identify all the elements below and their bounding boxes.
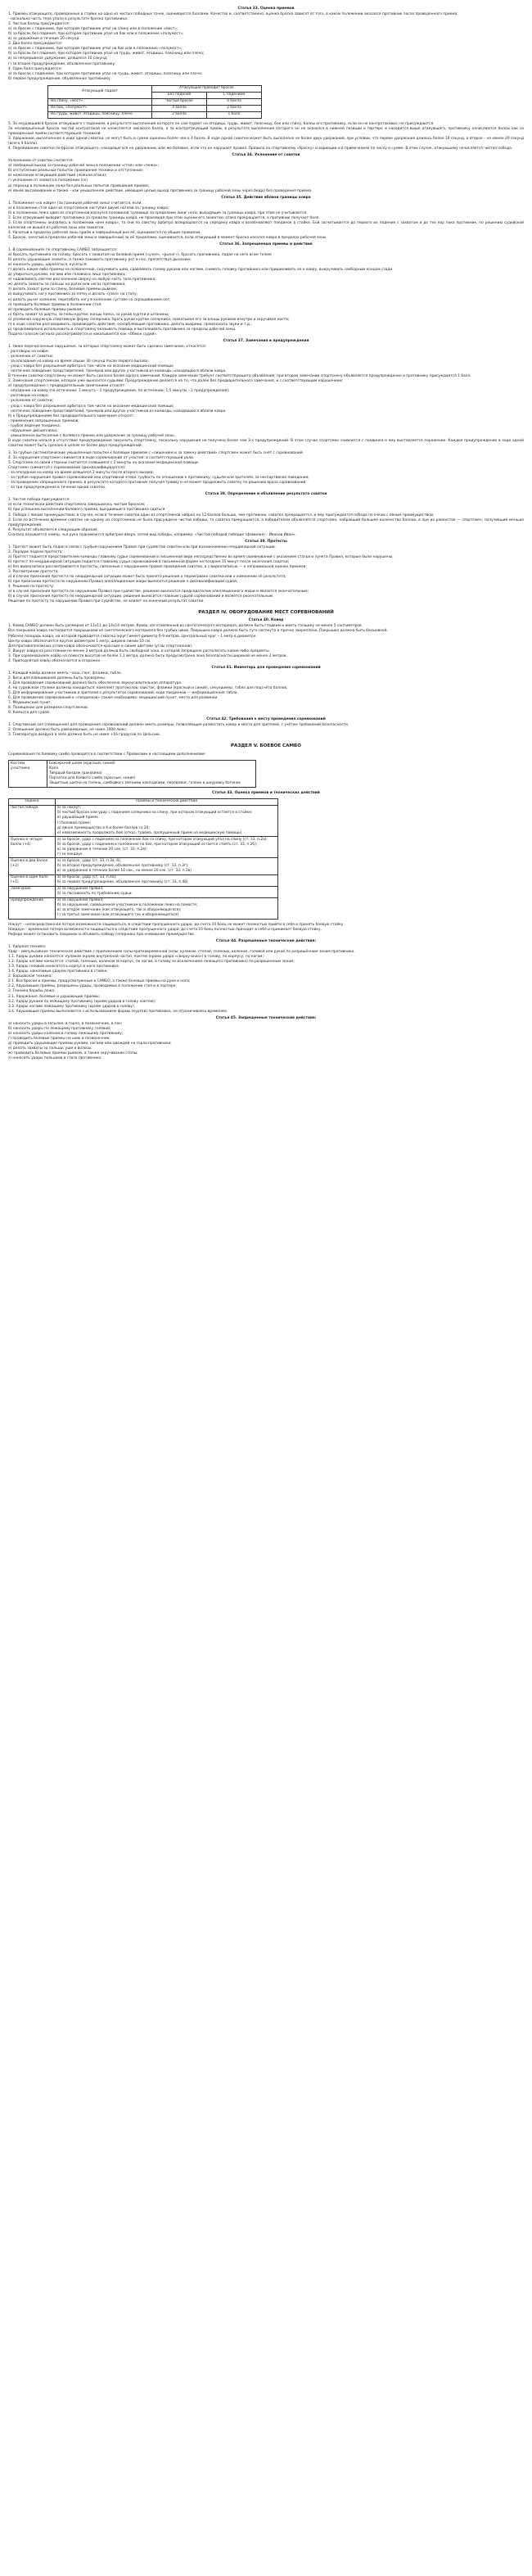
paragraph: 1. Спортивный зал (помещение) для проведения соревнований должен иметь размеры, позволяющие разместить ковер и места для зрителей, с учётом требований безопасности. (8, 723, 349, 728)
paragraph: м) проводить болевые приемы рывком; (8, 307, 83, 312)
paragraph: Рефери может остановить поединок и объявить победу соперника при очевидном преимуществе. (8, 932, 196, 937)
list-item: б) за первое предупреждение, объявленное противнику (ст. 33, п.4б) (57, 880, 188, 885)
table-header-cell: С падением (207, 92, 262, 98)
paragraph: а) в случае признания протеста по нарушению Правил при судействе, решение выносится председателем апелляционного жюри и является окончательным; (8, 590, 309, 594)
paragraph: б) при признании протеста по нарушению Правил апелляционным жюри выносится решение о дисквалификации судей; (8, 580, 238, 585)
article-heading: Статья 39. Протесты (245, 539, 287, 544)
list-item: Твердый бандаж (раковина) (49, 771, 102, 775)
paragraph: 3. Для проведения соревнований должна быть обеспечена звукоусилительная аппаратура. (8, 680, 183, 685)
paragraph: а) в положении стоя один из спортсменов наступил двумя ногами за границу ковра; (8, 206, 169, 210)
paragraph: - применение запрещенных приемов; (8, 418, 79, 423)
paragraph: б) протест по неординарной ситуации подается главному судье соревнований в письменной форме не позднее 15 минут после окончания схватки; (8, 559, 290, 564)
paragraph: Соревнования по боевому самбо проводятся в соответствии с Правилами и настоящими дополнениями: (8, 752, 206, 757)
list-item: в) за второе замечание (как атакующего, так и обороняющегося); (57, 908, 182, 913)
paragraph: в) за непрерывное удержание, длящееся 10 секунд; (8, 56, 108, 61)
paragraph: 2. Вокруг ковра на расстоянии не менее 2 метров должна быть свободная зона, в которой запрещено располагать какие-либо предметы. (8, 649, 270, 653)
article-heading: Статья 35. Действие вблизи границы ковра (221, 195, 311, 200)
paragraph: 2.2. Удушающие приёмы, разрешены удары, проводимые в положении стоя и в партере; (8, 984, 177, 989)
paragraph: 9. Комната для судей. (8, 711, 51, 716)
paragraph: - за опоздание на ковер на время свыше 30 секунд после первого вызова; (8, 359, 149, 364)
paragraph: 3. Если спортсмены оказались в положении «вне ковра», то они по свистку арбитра возвращаются на середину ковра и возобновляют поединок в стойке. Бой засчитывается до первого их падения с захватом и до тех пор пока противник, по решению судейской коллегии не вышел из рабочей зоны или захватов. (8, 220, 524, 230)
paragraph: 3. За грубые систематические умышленные попытки к болевым приемам с «лишением и за замену действий» спортсмен может быть снят с соревнований. (8, 450, 304, 455)
paragraph: 4. За нарушения спортсмен снимается в ходе соревнований от участия: в соответствующей роли. (8, 455, 195, 460)
table-header-cell: Атакующий проводит бросок (152, 85, 262, 92)
paragraph: Решение по протесту по нарушению Правил при судействе, не влияет на конечный результат схватки. (8, 599, 205, 604)
article-heading: Статья 40. Ковер (248, 618, 284, 623)
paragraph: 2. Чистые баллы присуждаются: (8, 22, 70, 27)
paragraph: - за грубое нарушение правил соревнований или спортивной этики, грубость по отношению к противнику, судьям или зрителям, за неспортивное поведение; (8, 476, 309, 481)
article-heading: Статья 44. Разрешенные технические действия: (215, 939, 317, 944)
table-cell (56, 837, 278, 858)
paragraph: Центр ковра обозначается кругом диаметром 1 метр, ширина линии 10 см. (8, 639, 151, 644)
paragraph: а) предупреждение с предварительным замечанием относят: (8, 384, 126, 389)
paragraph: Рабочая площадь ковра, на которой проводится схватка (круг) имеет диаметр 6-9 метров. Центральный круг – 1 метр в диаметре. (8, 634, 257, 639)
list-item: а) за нарушение правил; (57, 898, 104, 903)
paragraph: е) явное выталкивание и также – как умышленное действие, имеющее целью выход противника за границу рабочей зоны через бедро без проведения приема. (8, 188, 313, 193)
paragraph: 1. Чистая победа присуждается: (8, 498, 70, 503)
paragraph: г) делать какие-либо приемы на позвоночник, скручивать шею, сдавливать голову руками или ногами, снимать головку противника или придавливать ее к ковру, выкручивать свободным концом сзади (8, 268, 393, 273)
paragraph: 4. Приподнятый ковёр обозначается и огорожен. (8, 658, 101, 663)
paragraph: - нарушение дисциплины; (8, 428, 58, 433)
list-item: в) за удержание в течение 20 сек. (ст. 33, п.2в); (57, 847, 147, 852)
paragraph: Для противоположных углов ковра обозначаются красным и синим цветами (углы спортсменов). (8, 644, 193, 649)
table-cell (47, 760, 256, 787)
paragraph: п) в ходе схватки разговаривать, производить действия, оскорбляющие противника, делать выкрики, произносить звуки и т.д.; (8, 322, 252, 327)
paragraph: в) наносить удары коленом в голову лежащему противнику; (8, 1031, 124, 1036)
paragraph: 3. Техника борьбы лежа: (8, 989, 56, 994)
paragraph: а) за бросок с падением, при котором противник упал на бок или в положение «полумост»; (8, 47, 183, 52)
paragraph: о) упоминая наружную спортивную форму соперника; брать рукав куртки соперника, захватывая его за концы рукавов изнутри и скручивая кисти; (8, 317, 290, 322)
table-cell: 4 балла (152, 105, 207, 111)
table-cell: Предупреждение (9, 897, 56, 919)
paragraph: к) делать рычаг коленом; перегибать ногу в коленном суставе со скрещиванием ног; (8, 297, 171, 302)
paragraph: 2. Если атакующий выводит противника за пределы границы ковра, не производя при этом оценки его захватом, атака прекращается, а противник получает балл. (8, 215, 320, 220)
paragraph: г) уклонение от захвата в положении (се) (8, 179, 88, 183)
section-heading: РАЗДЕЛ IV. ОБОРУДОВАНИЕ МЕСТ СОРЕВНОВАНИЙ (198, 610, 334, 616)
paragraph: 3. При соревнованиях ковёр на помосте высотой не более 1,1 метра, должна быть предусмотрена зона безопасности шириной не менее 2 метров. (8, 653, 287, 658)
paragraph: 2. Победа с явным преимуществом: в случае, если в течение схватки один из спортсменов набрал на 12 баллов больше, чем противник, схватка прекращается, и ему присуждается победа по очкам с явным преимуществом. (8, 513, 435, 517)
table-cell: Костюм участника (9, 760, 47, 787)
paragraph: - за три предупреждения в течение одной схватки. (8, 486, 106, 490)
paragraph: Удар – импульсивное техническое действие с приложением силы кратковременной силы: кулаком, стопой, голенью, коленом, головой или рукой по разрешённым зонам противника. (8, 950, 355, 955)
paragraph: а) в случае признания протеста по неординарной ситуации может быть принято решение о переигровке схватки или о изменении её результата; (8, 575, 286, 580)
paragraph: 2. Порядок подачи протеста: (8, 549, 63, 554)
paragraph: 4. Переживание схватки по бросок атакующего, находящегося на удержании, или же болевое, если это не нарушает правил. Правила по спортивному «броску» и вариации и в примечаниях по числу и сумме. В этом случае, атакующему начисляется чистая победа. (8, 147, 513, 151)
table-cell: 2 балла (152, 111, 207, 118)
paragraph: е) делать захваты за пальцы, уши и волосы; (8, 1046, 92, 1051)
table-cell: На спину, «мост» (48, 98, 152, 105)
paragraph: - насколько часть тела упала в результате броска противника. (8, 17, 128, 22)
paragraph: 5. Для информирования участников и зрителей о результатах соревнований, ходе поединков — информационное табло. (8, 691, 238, 696)
paragraph: - уклонение от схватки; (8, 399, 53, 404)
paragraph: 1. Ковер САМБО должен быть размером от 11x11 до 14x14 метров. Ковер, изготовленный из синтетического материала, должен быть гладким и иметь толщину не менее 5 сантиметров. (8, 624, 363, 629)
paragraph: - разговоры на ковре; (8, 350, 50, 354)
paragraph: - неэтичное поведение представителей, тренеров или других участников из команды, находящихся вблизи ковра. (8, 369, 227, 374)
paragraph: - умышленное вытеснение с болевого приема или удержание за границу рабочей зоны. (8, 433, 175, 438)
table-cell: 2 балла (207, 105, 262, 111)
paragraph: з) наносить удары пальцами в глаза противника. (8, 1056, 102, 1061)
list-item: Защитные щитки на голень, самбовки с мягкими накладками, перевязки, голени и шнуровку ботинок (49, 780, 241, 785)
paragraph: 1.2. Удары ногами наносятся: стопой, голенью, коленом (в корпус, по ногам, в голову за исключением лежащего противника) по разрешенным зонам; (8, 960, 295, 965)
paragraph: - уход с ковра без разрешения арбитра в том числе на оказание медицинской помощи; (8, 364, 174, 369)
table-row (48, 105, 262, 111)
table-row (9, 897, 278, 919)
table-cell (56, 897, 278, 919)
table-cell: На грудь, живот, ягодицы, поясницу, плечо (48, 111, 152, 118)
table-row (9, 874, 278, 886)
table-row (48, 111, 262, 118)
paragraph: 7. Медицинский пункт. (8, 701, 52, 706)
paragraph: 4. Решение по протесту: (8, 585, 55, 590)
article-heading: Статья 33. Оценка приемов (237, 7, 295, 11)
article-heading: Статья 38. Определение и объявление результата схватки (205, 492, 327, 497)
table-cell: Замечание (9, 886, 56, 897)
list-item: г) болевой прием; (57, 820, 91, 825)
paragraph: а) за бросок с падением, при котором противник упал на грудь, живот, ягодицы, поясницу или плечо; (8, 71, 203, 76)
paragraph: ж) делать захваты за пальцы на руках или ногах противника; (8, 282, 126, 287)
list-item: б) чистый бросок или удар с падением соперника на спину, при котором атакующий остается в стойке; (57, 811, 253, 816)
paragraph: Подача голосом сигнала рассматривается и наказывается как «Обман судей». (8, 332, 158, 337)
paragraph: б) первое предупреждение, объявленное противнику. (8, 76, 111, 81)
paragraph: б) за бросок без падения, при котором противник упал на бок или в положение «полумост»; (8, 32, 184, 37)
list-item: б) за бросок, удар с падением в положение на бок, при котором атакующий остается стоять (ст. 33, п.2б); (57, 842, 258, 847)
table-cell (56, 874, 278, 886)
paragraph: б) к Предупреждениям без предварительного замечания относят: (8, 414, 134, 418)
table-cell (56, 858, 278, 874)
paragraph: За незавершённый бросок чистой контратакой не начисляется никакого балла, а за контратакующий прием, в результате выполнения которого он не оказался в нижней позиции в партере и находится выше атакующего, противнику начисляются баллы как за проведенный прием соответствующей техникой. (8, 126, 524, 137)
paragraph: в) без видеозаписи рассматриваются протесты, связанные с нарушением правил проведения схватки, а с видеозаписью — о неправильной оценке приемов. (8, 564, 307, 569)
paragraph: 2. Борцовская техника: (8, 974, 52, 979)
paragraph: г) проводить болевые приемы на шею и позвоночник; (8, 1036, 110, 1041)
list-item: Капа (49, 766, 59, 771)
paragraph: б) наносить удары по лежащему противнику головой; (8, 1026, 111, 1031)
paragraph: г) за второе предупреждение, объявленное противнику. (8, 61, 116, 66)
scoring-table (8, 798, 278, 920)
paragraph: ж) проводить болевые приемы рывком, а также скручивание стопы; (8, 1051, 138, 1056)
paragraph: б) отступление реальных попыток проведения техники и отступление; (8, 169, 144, 174)
paragraph: в) наносить удары, царапаться, кусаться; (8, 263, 88, 268)
document-body (8, 5, 524, 1061)
paragraph: а) за бросок с падением, при котором противник упал на спину или в положение «мост»; (8, 27, 178, 32)
table-row (9, 798, 278, 805)
list-item: г) за нокдаун (57, 852, 83, 856)
paragraph: 5. Бросок, начатый в пределах рабочей зоны и завершённый за её пределами, оценивается, если атакующий в момент броска касался ковра в пределах рабочей зоны. (8, 235, 327, 240)
paragraph: б) в положении лежа один из спортсменов коснулся половиной туловища за пределами лини; ноги, выходящие за границы ковра, при этом не учитываются. (8, 210, 308, 215)
paragraph: 3.3. Удары ногами лежащему противнику (кроме ударов в голову). (8, 1004, 136, 1009)
paragraph: б) в случае признания протеста по неординарной ситуации, решение выносится главным судьей соревнований и является окончательным. (8, 594, 274, 599)
paragraph: 3.4. Удушающие приемы выполняются с использованием формы (куртки) противника, не ограничиваясь временем. (8, 1009, 228, 1014)
paragraph: 6. Для проведения соревнований в «поединков» также необходимо: медицинский пункт, место для разминки. (8, 696, 219, 701)
paragraph: 2. Весы для взвешивания должны быть проверены. (8, 676, 106, 680)
attack-score-table (47, 85, 262, 119)
article-heading: Статья 43. Оценка приемов и технических действий (212, 790, 320, 795)
paragraph: 1.4. Удары, наносимые ударом противника в стойке; (8, 969, 108, 974)
paragraph: 1.3. Удары головой наносятся в корпус и ноги противника. (8, 965, 120, 969)
paragraph: 1. Каждый ковёр должен иметь: часы, гонг, флажки, табло. (8, 671, 123, 676)
paragraph: б) при успешном выполнении болевого приема, вынудившего противника сдаться. (8, 508, 166, 513)
paragraph: 8. Помещение для разминки спортсменов. (8, 706, 89, 711)
paragraph: а) если технически действие спортсмена завершилось чистым броском; (8, 503, 146, 508)
paragraph: 4. Начатый в пределах рабочей зоны приём и завершённый вне её, оценивается по общим правилам. (8, 230, 201, 235)
list-item: а) за бросок, удар (ст. 33, п.3а, б); (57, 858, 122, 863)
paragraph: 3.2. Удары руками по лежащему противнику (кроме ударов в голову локтем); (8, 999, 156, 1004)
paragraph: 2.1. Все броски и приемы, предусмотренные в САМБО, а также болевые приемы на руки и ноги; (8, 979, 191, 984)
paragraph: 1. Положение «на ковре» (за границей рабочей зоны) считается, если: (8, 201, 142, 206)
list-item: г) за третье замечание (как атакующего так и обороняющегося) (57, 913, 179, 918)
paragraph: б) за бросок без падения, при котором противник упал на грудь, живот, ягодицы, поясницу или плечо; (8, 52, 205, 56)
table-header-cell: Атакующий падает (48, 85, 152, 98)
list-item: а) за бросок, удар с падением на положение бок со спину, при котором атакующий упал на спину (ст. 33, п.2а); (57, 837, 268, 842)
table-cell (56, 805, 278, 836)
list-item: е) невозможность продолжать бой (отказ, травма, пропущенный прием на медицинскую помощь) (57, 830, 242, 835)
paragraph: а) бросать противника на голову, бросать с захватом на болевой прием («узел», «рычаг»), бросать противника, падая на него всем телом; (8, 253, 273, 258)
paragraph: 2. Освещение должно быть равномерным, не ниже 1000 люкс. (8, 728, 128, 733)
paragraph: Спортсмен снимается с соревнований (дисквалифицируется): (8, 466, 126, 471)
table-header-cell: Без падения (152, 92, 207, 98)
paragraph: 5. Спортсмен со своей стороны считается снявшимся с 2 минуты на оказание медицинской помощи. (8, 461, 200, 466)
paragraph: - за опоздание на ковер на время длящееся 2 минуты после второго вызова; (8, 471, 154, 476)
paragraph: - уклонение от схватки; (8, 355, 53, 359)
list-item: д) явное преимущество в 6 и более баллов со 20; (57, 825, 150, 830)
paragraph: Сначала называется номер, чья рука поднимается арбитром вверх, затем вид победы, например: «Чистой победой победил (фамилия) – Иванов Иван». (8, 532, 296, 537)
table-row (9, 760, 256, 787)
paragraph: 3. Рассмотрение протеста: (8, 570, 59, 575)
table-cell: Оценка в два балла (+2) (9, 858, 56, 874)
paragraph: Все покрышки ковра застилаются покрышками из синтетического материала без грубых швов. Покрышка ковра должна быть туго натянута и прочно закреплена. Покрышка должна быть бесшовной. (8, 629, 388, 634)
table-header-cell: Оценка (9, 798, 56, 805)
table-row (9, 805, 278, 836)
section-heading: РАЗДЕЛ V. БОЕВОЕ САМБО (230, 743, 302, 749)
paragraph: Нокдаун – временная потеря возможности защищаться в следствии пропущенного удара, до счета 10 боец полностью приходит в себя и принимает боевую стойку. (8, 927, 322, 932)
article-heading: Статья 36. Запрещенные приемы и действия (219, 242, 313, 247)
paragraph: 1. Ударная техника: (8, 945, 47, 950)
table-cell: Чистая победа (9, 805, 56, 836)
paragraph: - опоздание на ковер (по истечении: 1 минута – 1 предупреждение, по истечении: 1,5 минуты – 2 предупреждения); (8, 389, 230, 394)
paragraph: р) преднамеренно использовать и спортсмену оказывать помощь и выталкивать противника за пределы рабочей зоны. (8, 327, 237, 332)
article-heading: Статья 34. Уклонение от схватки (232, 153, 300, 158)
paragraph: а) наносить удары в затылок, в горло, в позвоночник, в пах; (8, 1021, 123, 1026)
article-heading: Статья 45. Запрещенные технические действия: (215, 1015, 317, 1020)
paragraph: а) свободный выход за границу рабочей зоны в положении «стоя» или «лежа»; (8, 164, 160, 169)
paragraph: д) переход в положение лежа без реальных попыток проведения приема; (8, 183, 150, 188)
paragraph: а) Протест подается представителем команды главному судье соревнований в письменной виде непосредственно во время соревнований с указанием статьи и пункта Правил, которые были нарушены; (8, 554, 394, 559)
paragraph: б) делать удушающие захваты, а также зажимать противнику рот и нос, препятствуя дыханию; (8, 258, 192, 263)
paragraph: - грубое ведение поединка; (8, 423, 61, 428)
list-item: в) за удержание в течение более 10 сек., но менее 20 сек. (ст. 33, п.3в) (57, 868, 192, 873)
paragraph: 5. За неудавшийся бросок атакующего с падением, в результате выполнения которого он сам падает на ягодицы, грудь, живот, поясницу, бок или спину, баллы его противнику, если он не контратаковал, не присуждаются. (8, 121, 435, 126)
article-heading: Статья 41. Инвентарь для проведения соревнований (211, 665, 321, 670)
paragraph: д) упираться руками, ногами или головой в лицо противника; (8, 273, 126, 278)
paragraph: л) проводить болевые приемы в положении стоя; (8, 302, 102, 307)
paragraph: Нокаут – непосредственная потеря возможности защищаться, в следствии пропущенного удара; до счета 10 боец не может полностью прийти в себя и принять боевую стойку. (8, 922, 345, 927)
paragraph: - за проведение запрещенного приема, в результате которого противник получил травму и не может продолжить схватку по решению врача соревнований; (8, 481, 307, 486)
paragraph: - разговоры на ковре; (8, 394, 50, 399)
list-item: Перчатки для боевого самбо (красные, синие) (49, 775, 136, 780)
list-item: а) за нарушение правил; (57, 887, 104, 892)
list-item: Боксерский шлем (красный, синий) (49, 761, 115, 766)
paragraph: - неэтичное поведение представителей, тренеров или других участников из команды, находящихся вблизи ковра. (8, 409, 227, 414)
list-item: а) за нокаут; (57, 806, 82, 811)
paragraph: и) выкручивать ногу противника за пятку и делать «узел» на стопу; (8, 292, 138, 297)
paragraph: 3. Температура воздуха в зале должна быть не ниже +16 градусов по Цельсию. (8, 733, 161, 738)
table-cell: Чистый бросок (152, 98, 207, 105)
list-item: б) за второе предупреждение, объявленное противнику (ст. 33, п.3г); (57, 863, 189, 868)
table-row (9, 858, 278, 874)
paragraph: 3. Если по истечении времени схватки ни одному из спортсменов не было присуждено чистой победы, то схватка прекращается, а победителем объявляется спортсмен, набравший большее количество баллов, а при их равенстве — спортсмен, получивший меньше предупреждений. (8, 517, 524, 527)
paragraph: 3. Удержание, выполненное в ходе одной схватки, не могут быть в сумме оценены более чем в 4 балла. В ходе одной схватки может быть выполнено не более двух удержаний, при условии, что первое удержание длилось более 10 секунд, а второе – не менее 20 секунд (всего 4 балла). (8, 137, 524, 147)
paragraph: 1. Ниже перечисленные нарушения, за которые спортсмену может быть сделано замечание, относятся: (8, 344, 207, 349)
article-heading: Статья 37. Замечания и предупреждения (223, 338, 309, 343)
table-cell: 1 балл (207, 111, 262, 118)
table-cell: На бок, «полумост» (48, 105, 152, 111)
paragraph: Уклонением от схватки считается: (8, 159, 74, 164)
paragraph: 1. В соревнованиях по спортивному САМБО запрещается: (8, 248, 118, 253)
article-heading: Статья 42. Требования к месту проведения соревнований (206, 717, 326, 722)
paragraph: - уход с ковра без разрешения арбитра в том числе на оказание медицинской помощи; (8, 404, 174, 409)
paragraph: В ходе схватки нельзя в отсутствие предупреждения закончить спортсмену, поскольку нарушения не получено более чем 3-х предупреждений. В этом случае спортсмен снимается с поединка и ему выставляется поражение. Каждое предупреждение в ходе одной схватки может быть сделано в целом не более двух предупреждений. (8, 438, 524, 448)
table-header-cell: Приемы и технические действия (56, 798, 278, 805)
table-cell: 4 балла (207, 98, 262, 105)
paragraph: В течение схватки спортсмену не может быть сделано более одного замечания. Каждое замечание требует соответствующего объявления; при втором замечании спортсмену объявляется предупреждение и противнику присуждается 1 балл. (8, 374, 471, 379)
paragraph: е) надавливать локтем или коленом сверху на любую часть тела противника; (8, 278, 156, 282)
paragraph: 4. Один балл присуждается: (8, 66, 62, 71)
paragraph: 4. Результат объявляется следующим образом: (8, 527, 98, 532)
paragraph: 3. Два балла присуждаются: (8, 42, 63, 47)
list-item: б) за пассивность по требованию судьи (57, 892, 132, 897)
table-row (9, 837, 278, 858)
table-row (9, 886, 278, 897)
list-item: а) за бросок, удар (ст. 33, п.4а); (57, 875, 117, 879)
table-cell: Оценка в четыре балла (+4) (9, 837, 56, 858)
list-item: в) удушающий прием; (57, 816, 99, 820)
paragraph: д) проводить удушающие приемы руками, ногами или одеждой на горло противника; (8, 1041, 172, 1046)
paragraph: н) брать захват за шорты, за полы куртки, концы пояса, за рукав куртки и штанины; (8, 312, 169, 317)
paragraph: 3.1. Удержания, болевые и удушающие приемы; (8, 994, 101, 999)
table-cell (56, 886, 278, 897)
paragraph: 4. На судейском столике должны находиться: комплект протоколов, свисток, флажки (красный и синий), секундомер, табло для подсчёта баллов. (8, 686, 288, 690)
paragraph: 2. Замечания спортсменам, которое уже выносится судьями: Предупреждение делается на то, что далее без предварительного замечания, и с соответствующим нарушением: (8, 379, 344, 384)
list-item: б) за нарушение, совершенное участником в положении лежа на помосте; (57, 903, 198, 908)
uniform-table (8, 760, 256, 788)
paragraph: з) делать захват руки за спину, болевые приемы рывком; (8, 287, 118, 292)
paragraph: 1. Протест может быть подан в связи с грубым нарушением Правил при судействе схватки или при возникновении неординарной ситуации. (8, 545, 276, 549)
paragraph: в) за удержание в течение 20 секунд. (8, 37, 80, 42)
paragraph: в) нежелание атакующей действий (ложная атака); (8, 174, 107, 179)
paragraph: 1. Приемы атакующего, проведенные в стойке на одно из чистых победных точек, оцениваются баллами. Качество и, соответственно, оценка броска зависят от того, в каком положении оказался противник после проведенного приема: (8, 12, 458, 17)
paragraph: 1.1. Удары руками наносятся: кулаком (кроме внутренней части), локтем (кроме удара «сверху-вниз») в голову, по корпусу, по ногам; (8, 955, 264, 960)
table-row (48, 98, 262, 105)
table-cell: Оценка в один балл (+1) (9, 874, 56, 886)
